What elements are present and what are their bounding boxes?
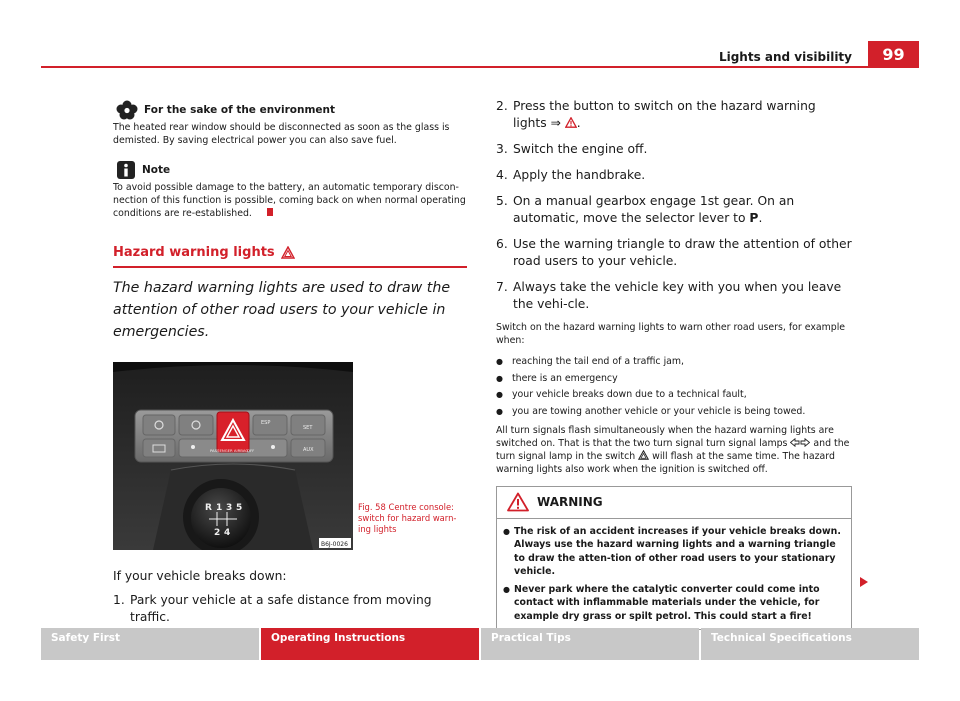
- section-lead: The hazard warning lights are used to draw the attention of other road users to your vehicle in emergencies.: [113, 279, 451, 340]
- note-heading: [116, 160, 467, 180]
- figure: [113, 362, 467, 550]
- esp-label: ESP: [261, 419, 271, 426]
- list-item-text: your vehicle breaks down due to a technical fault,: [512, 389, 747, 400]
- step-text-after: .: [758, 211, 763, 225]
- figure-ref-code: B6J-0026: [321, 540, 348, 548]
- step-3: [496, 141, 852, 158]
- bullet: ●: [503, 526, 510, 536]
- tab-technical-specifications[interactable]: Technical Specifications: [701, 628, 919, 660]
- section-end-mark: [267, 208, 273, 216]
- step-number: 3.: [496, 142, 508, 156]
- warning-item-text: Never park where the catalytic converter could come into contact with inflammable materials under the vehicle, for example dry grass or spilt petrol. This could start a fire!: [514, 583, 820, 622]
- section-rule: [113, 266, 467, 268]
- step-number: 6.: [496, 237, 508, 251]
- warning-item: [503, 583, 845, 624]
- section-title: [113, 245, 467, 260]
- figure-caption: Fig. 58 Centre console: switch for hazard warn-ing lights: [358, 501, 457, 534]
- warning-item: [503, 525, 845, 579]
- warning-header: [497, 487, 851, 519]
- step-number: 7.: [496, 280, 508, 294]
- bullet: ●: [496, 406, 503, 416]
- hazard-triangle-icon: [281, 246, 295, 259]
- step-text: Use the warning triangle to draw the attention of other road users to your vehicle.: [513, 237, 852, 268]
- gear-label-1: 1: [216, 502, 223, 513]
- turn-signal-text-3: will flash at the same time. The hazard warning lights also work when the ignition is switched off.: [496, 450, 835, 475]
- centre-console-photo: [113, 362, 353, 550]
- tab-operating-instructions[interactable]: Operating Instructions: [261, 628, 479, 660]
- list-item-text: there is an emergency: [512, 372, 618, 384]
- list-item: [496, 355, 852, 368]
- step-number: 2.: [496, 99, 508, 113]
- step-number: 5.: [496, 194, 508, 208]
- gear-label-4: 4: [224, 527, 231, 538]
- step-4: [496, 167, 852, 184]
- warning-heading: WARNING: [537, 495, 603, 509]
- list-item: [496, 372, 852, 385]
- environment-heading-text: For the sake of the environment: [144, 104, 336, 116]
- bullet: ●: [496, 390, 503, 399]
- turn-signal-text: [496, 424, 852, 476]
- intro-text: If your vehicle breaks down:: [113, 568, 287, 583]
- step-text: Park your vehicle at a safe distance from moving traffic.: [130, 592, 432, 624]
- passenger-airbag-label: PASSENGER AIRBAG: [210, 447, 249, 453]
- step-text: Switch the engine off.: [513, 142, 648, 156]
- aux-label: AUX: [303, 446, 314, 453]
- bullet: ●: [503, 584, 510, 594]
- note-text: [113, 181, 467, 220]
- step-5: [496, 193, 852, 227]
- selector-p: P: [749, 211, 759, 225]
- note-heading-text: Note: [142, 164, 171, 176]
- gear-label-3: 3: [226, 502, 233, 513]
- step-6: [496, 236, 852, 270]
- note-text-body: To avoid possible damage to the battery, an automatic temporary discon-nection of this function is possible, coming back on when normal operating conditions are re-established.: [113, 182, 466, 219]
- step-text: Apply the handbrake.: [513, 168, 646, 182]
- bullet: ●: [496, 373, 503, 383]
- tab-safety-first[interactable]: Safety First: [41, 628, 259, 660]
- step-text: Always take the vehicle key with you when you leave the vehi-cle.: [513, 280, 842, 311]
- right-column: [496, 98, 852, 630]
- step-text: Press the button to switch on the hazard warning lights ⇒ .: [513, 99, 816, 130]
- warning-box: [496, 486, 852, 631]
- flower-icon: [116, 100, 138, 120]
- bullet: ●: [496, 357, 503, 366]
- page-header-title: Lights and visibility: [718, 50, 852, 64]
- list-item: [496, 405, 852, 418]
- environment-text: The heated rear window should be disconnected as soon as the glass is demisted. By saving electrical power you can also save fuel.: [113, 122, 450, 146]
- info-icon: [116, 160, 136, 180]
- gear-label-r: R: [205, 502, 212, 513]
- switch-on-text: Switch on the hazard warning lights to warn other road users, for example when:: [496, 322, 846, 346]
- warning-triangle-icon[interactable]: [565, 117, 577, 128]
- step-2: [496, 98, 852, 132]
- left-column: [113, 100, 467, 626]
- footer-nav: [41, 628, 919, 660]
- warning-body: [497, 519, 851, 630]
- section-title-text: Hazard warning lights: [113, 245, 275, 260]
- list-item-text: you are towing another vehicle or your vehicle is being towed.: [512, 405, 806, 417]
- step-number: 1.: [113, 592, 125, 607]
- conditions-list: [496, 355, 852, 418]
- hazard-switch-icon: [638, 450, 649, 460]
- turn-signal-arrows-icon: [790, 438, 810, 447]
- step-1: [113, 592, 467, 626]
- tab-practical-tips[interactable]: Practical Tips: [481, 628, 699, 660]
- turn-signal-text-1: All turn signals flash simultaneously when the hazard warning lights are switched on. That is that the two turn signal turn signal lamps: [496, 424, 834, 449]
- warning-icon: [507, 492, 529, 512]
- environment-heading: [116, 100, 467, 120]
- turn-signal-text-2: and the turn signal lamp in the switch: [496, 437, 850, 462]
- set-label: SET: [303, 424, 313, 431]
- warning-item-text: The risk of an accident increases if your vehicle breaks down. Always use the hazard warning lights and a warning triangle to draw the atten-tion of other road users to your stationary vehicle.: [514, 525, 841, 577]
- step-text-body: Press the button to switch on the hazard warning lights ⇒: [513, 99, 816, 130]
- airbag-off-label: OFF: [247, 447, 255, 453]
- gear-label-5: 5: [236, 502, 243, 513]
- continued-arrow-icon: [860, 577, 868, 587]
- section-header: [113, 245, 467, 268]
- step-text: [513, 193, 852, 227]
- list-item: [496, 388, 852, 401]
- step-7: [496, 279, 852, 313]
- gear-label-2: 2: [214, 527, 221, 538]
- step-number: 4.: [496, 168, 508, 182]
- step-text-before: On a manual gearbox engage 1st gear. On an automatic, move the selector lever to: [513, 194, 795, 225]
- page-number: 99: [868, 41, 919, 68]
- list-item-text: reaching the tail end of a traffic jam,: [512, 356, 685, 367]
- header-rule: [41, 66, 919, 68]
